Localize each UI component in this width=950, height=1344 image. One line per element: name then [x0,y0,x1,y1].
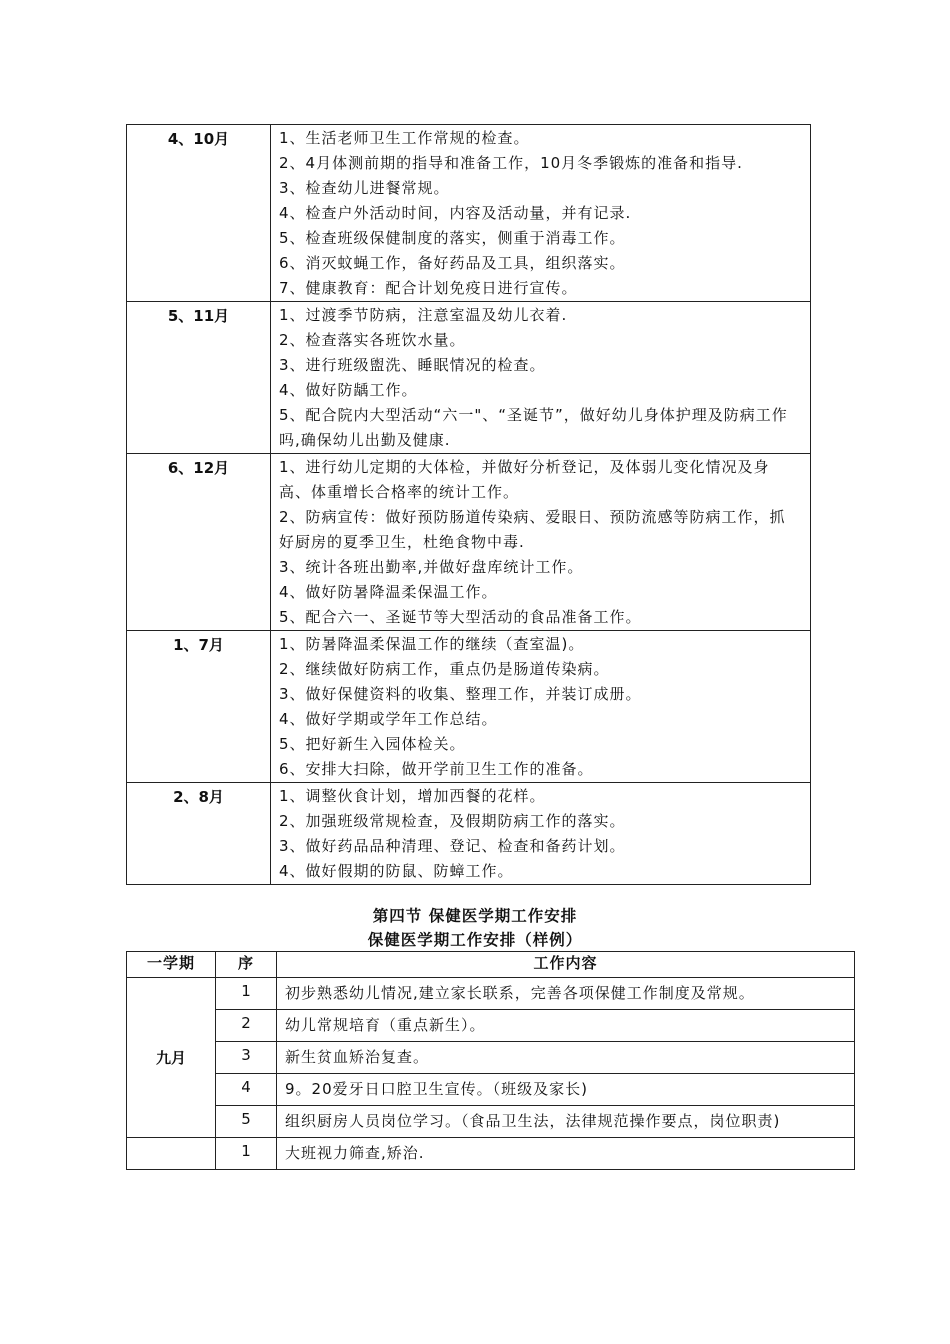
task-item: 2、加强班级常规检查，及假期防病工作的落实。 [279,812,626,830]
task-list [271,783,811,885]
task-item: 2、4月体测前期的指导和准备工作，10月冬季锻炼的准备和指导. [279,154,743,172]
month-label: 2、8月 [127,783,271,885]
table-row [127,1042,855,1074]
schedule-row [127,631,811,783]
schedule-row [127,454,811,631]
task-item: 4、做好学期或学年工作总结。 [279,710,498,728]
header-row [127,952,855,978]
task-item: 4、检查户外活动时间，内容及活动量，并有记录. [279,204,632,222]
section-title: 第四节 保健医学期工作安排 [372,907,578,925]
task-item: 1、生活老师卫生工作常规的检查。 [279,129,530,147]
table-title: 保健医学期工作安排（样例） [367,931,583,949]
task-item: 3、统计各班出勤率,并做好盘库统计工作。 [279,558,584,576]
header-content: 工作内容 [277,952,855,978]
semester-table [126,951,855,1170]
content-cell: 组织厨房人员岗位学习。（食品卫生法，法律规范操作要点，岗位职责) [277,1106,855,1138]
task-item: 2、继续做好防病工作，重点仍是肠道传染病。 [279,660,610,678]
task-item: 3、进行班级盥洗、睡眠情况的检查。 [279,356,546,374]
task-item: 4、做好假期的防鼠、防蟑工作。 [279,862,514,880]
sequence-cell: 1 [216,978,277,1010]
schedule-row [127,125,811,302]
sequence-cell: 4 [216,1074,277,1106]
task-list [271,302,811,454]
content-cell: 大班视力筛查,矫治. [277,1138,855,1170]
task-item: 6、消灭蚊蝇工作，备好药品及工具，组织落实。 [279,254,626,272]
month-label: 1、7月 [127,631,271,783]
content-cell: 9。20爱牙日口腔卫生宣传。（班级及家长) [277,1074,855,1106]
empty-month-cell [127,1138,216,1170]
task-item: 1、调整伙食计划，增加西餐的花样。 [279,787,546,805]
task-item: 4、做好防暑降温柔保温工作。 [279,583,498,601]
content-cell: 初步熟悉幼儿情况,建立家长联系，完善各项保健工作制度及常规。 [277,978,855,1010]
header-semester: 一学期 [127,952,216,978]
task-item: 1、过渡季节防病，注意室温及幼儿衣着. [279,306,568,324]
task-item: 3、做好药品品种清理、登记、检查和备药计划。 [279,837,626,855]
schedule-row [127,302,811,454]
schedule-row [127,783,811,885]
task-item: 5、配合院内大型活动“六一"、“圣诞节”，做好幼儿身体护理及防病工作吗,确保幼儿出勤及健康. [279,406,788,449]
task-list [271,631,811,783]
task-item: 6、安排大扫除，做开学前卫生工作的准备。 [279,760,594,778]
monthly-schedule-table [126,124,811,885]
content-cell: 幼儿常规培育（重点新生）。 [277,1010,855,1042]
sequence-cell: 3 [216,1042,277,1074]
task-item: 1、进行幼儿定期的大体检，并做好分析登记，及体弱儿变化情况及身高、体重增长合格率的统计工作。 [279,458,770,501]
month-label: 4、10月 [127,125,271,302]
task-item: 5、配合六一、圣诞节等大型活动的食品准备工作。 [279,608,642,626]
task-item: 7、健康教育：配合计划免疫日进行宣传。 [279,279,578,297]
table-row [127,1010,855,1042]
task-list [271,454,811,631]
month-label: 6、12月 [127,454,271,631]
semester-table-body [127,978,855,1170]
task-item: 5、把好新生入园体检关。 [279,735,466,753]
month-cell: 九月 [127,978,216,1138]
task-item: 3、做好保健资料的收集、整理工作，并装订成册。 [279,685,642,703]
task-item: 1、防暑降温柔保温工作的继续（查室温)。 [279,635,585,653]
monthly-schedule-body [127,125,811,885]
header-sequence: 序 [216,952,277,978]
task-item: 4、做好防龋工作。 [279,381,418,399]
task-list [271,125,811,302]
month-label: 5、11月 [127,302,271,454]
table-row [127,1106,855,1138]
table-row [127,1138,855,1170]
task-item: 2、检查落实各班饮水量。 [279,331,466,349]
sequence-cell: 1 [216,1138,277,1170]
sequence-cell: 2 [216,1010,277,1042]
content-cell: 新生贫血矫治复查。 [277,1042,855,1074]
task-item: 5、检查班级保健制度的落实，侧重于消毒工作。 [279,229,626,247]
table-row [127,1074,855,1106]
sequence-cell: 5 [216,1106,277,1138]
task-item: 3、检查幼儿进餐常规。 [279,179,450,197]
table-row [127,978,855,1010]
task-item: 2、防病宣传：做好预防肠道传染病、爱眼日、预防流感等防病工作，抓好厨房的夏季卫生，杜绝食物中毒. [279,508,786,551]
